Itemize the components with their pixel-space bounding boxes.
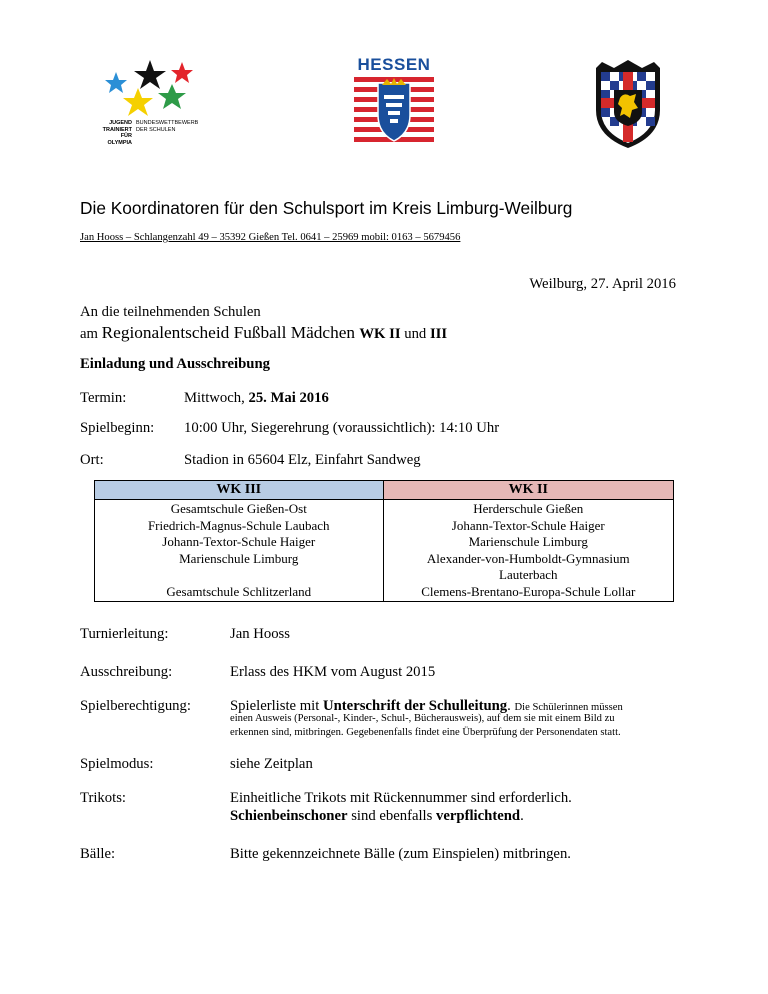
berechtigung-note-line3: erkennen sind, mitbringen. Gegebenenfalls findet eine Überprüfung der Personendaten statt.	[230, 727, 621, 738]
yellow-star-icon	[123, 88, 153, 116]
trikots-mid: sind ebenfalls	[347, 808, 437, 824]
trikots-end: .	[520, 808, 524, 824]
termin-weekday: Mittwoch,	[184, 390, 249, 406]
spielbeginn-label: Spielbeginn:	[80, 420, 155, 436]
coat-of-arms-icon	[592, 58, 664, 150]
event-line	[80, 323, 447, 343]
wk2-school: Marienschule Limburg	[468, 534, 588, 550]
olympic-stars-icon	[100, 58, 200, 120]
turnierleitung-label: Turnierleitung:	[80, 626, 169, 642]
blue-star-icon	[105, 72, 127, 93]
ausschreibung-value: Erlass des HKM vom August 2015	[230, 664, 436, 680]
wk3-school: Marienschule Limburg	[179, 550, 299, 566]
jtfo-wordmark: JUGEND TRAINIERT FÜR OLYMPIA	[102, 120, 132, 146]
spielbeginn-value: 10:00 Uhr, Siegerehrung (voraussichtlich): 14:10 Uhr	[184, 420, 500, 436]
hessen-flag-shield-icon	[354, 75, 434, 147]
table-row	[95, 500, 674, 602]
red-star-icon	[171, 62, 193, 83]
page-title: Die Koordinatoren für den Schulsport im Kreis Limburg-Weilburg	[80, 198, 573, 218]
baelle-value: Bitte gekennzeichnete Bälle (zum Einspielen) mitbringen.	[230, 846, 571, 862]
trikots-bold1: Schienbeinschoner	[230, 808, 348, 824]
header-wk2: WK II	[383, 481, 673, 500]
trikots-line2	[230, 808, 524, 825]
wk2-school: Herderschule Gießen	[473, 501, 584, 516]
wk3-empty	[97, 567, 381, 584]
termin-value	[184, 390, 329, 407]
wk3-schools	[95, 500, 384, 602]
trikots-label: Trikots:	[80, 790, 126, 806]
recipient-line: An die teilnehmenden Schulen	[80, 304, 261, 320]
ort-value: Stadion in 65604 Elz, Einfahrt Sandweg	[184, 452, 421, 468]
wk3-school: Gesamtschule Gießen-Ost	[170, 501, 307, 516]
header-wk3: WK III	[95, 481, 384, 500]
trikots-bold2: verpflichtend	[436, 808, 521, 824]
wk2-school: Alexander-von-Humboldt-Gymnasium	[426, 550, 630, 566]
wk3-school: Gesamtschule Schlitzerland	[166, 583, 312, 599]
jtfo-subtitle: BUNDESWETTBEWERB DER SCHULEN	[136, 120, 199, 133]
berechtigung-note: Die Schülerinnen müssen	[514, 702, 623, 713]
berechtigung-prefix: Spielerliste mit	[230, 698, 324, 714]
berechtigung-bold: Unterschrift der Schulleitung	[323, 698, 508, 714]
event-and: und	[400, 326, 430, 342]
spielmodus-value: siehe Zeitplan	[230, 756, 313, 772]
black-star-icon	[134, 60, 166, 89]
event-wk3: III	[429, 326, 448, 342]
trikots-line1: Einheitliche Trikots mit Rückennummer sind erforderlich.	[230, 790, 572, 806]
berechtigung-note-line2: einen Ausweis (Personal-, Kinder-, Schul-, Bücherausweis), auf dem sie mit einem Bild zu	[230, 713, 615, 724]
kreis-coat-of-arms	[592, 58, 664, 150]
jtfo-logo	[100, 58, 240, 150]
termin-date: 25. Mai 2016	[248, 390, 329, 406]
wk3-school: Friedrich-Magnus-Schule Laubach	[147, 517, 330, 533]
berechtigung-dot: .	[507, 698, 515, 714]
subject-line: Einladung und Ausschreibung	[80, 356, 270, 372]
contact-address: Jan Hooss – Schlangenzahl 49 – 35392 Gießen Tel. 0641 – 25969 mobil: 0163 – 5679456	[80, 232, 461, 243]
baelle-label: Bälle:	[80, 846, 116, 862]
ort-label: Ort:	[80, 452, 104, 468]
letter-date: Weilburg, 27. April 2016	[529, 276, 676, 292]
wk3-school: Johann-Textor-Schule Haiger	[162, 534, 316, 550]
green-star-icon	[158, 84, 186, 109]
hessen-logo	[354, 55, 434, 147]
hessen-wordmark: HESSEN	[357, 55, 431, 74]
wk2-schools	[383, 500, 673, 602]
wk2-school: Johann-Textor-Schule Haiger	[451, 517, 605, 533]
teams-table	[94, 480, 674, 602]
event-wk2: WK II	[359, 326, 401, 342]
table-header-row	[95, 481, 674, 500]
event-name: Regionalentscheid Fußball Mädchen	[101, 323, 360, 342]
event-prefix: am	[80, 326, 102, 342]
termin-label: Termin:	[80, 390, 127, 406]
turnierleitung-value: Jan Hooss	[230, 626, 290, 642]
ausschreibung-label: Ausschreibung:	[80, 664, 173, 680]
wk2-school: Lauterbach	[499, 567, 558, 583]
wk2-school: Clemens-Brentano-Europa-Schule Lollar	[421, 583, 636, 599]
spielberechtigung-label: Spielberechtigung:	[80, 698, 191, 714]
spielmodus-label: Spielmodus:	[80, 756, 154, 772]
